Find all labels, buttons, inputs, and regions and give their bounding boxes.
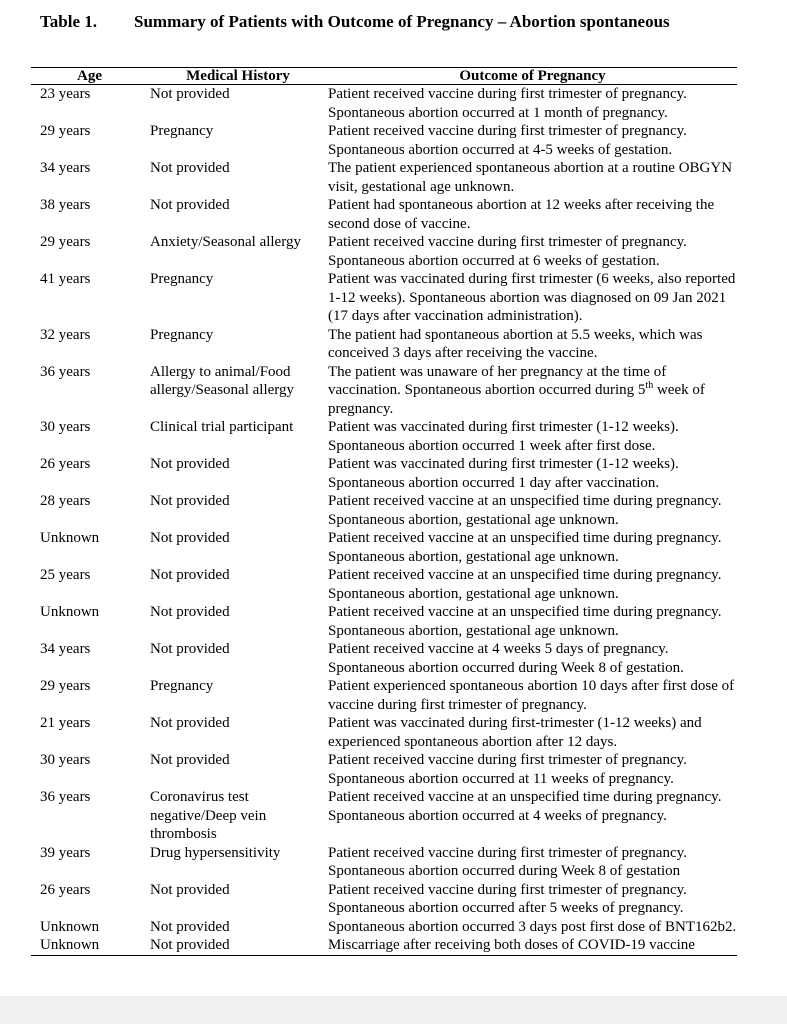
header-age: Age	[31, 68, 148, 85]
history-cell: Not provided	[150, 641, 230, 657]
outcome-cell: Patient received vaccine at an unspecified time during pregnancy. Spontaneous abortion occurred at 4 weeks of pregnancy.	[328, 789, 722, 824]
table-row	[31, 566, 737, 603]
history-cell: Pregnancy	[150, 326, 214, 343]
table-row	[31, 881, 737, 918]
age-cell: 25 years	[40, 567, 91, 583]
outcome-text-end: week of pregnancy.	[328, 382, 705, 417]
outcome-cell: Patient experienced spontaneous abortion 10 days after first dose of vaccine during first trimester of pregnancy.	[328, 678, 735, 713]
table-row	[31, 418, 737, 455]
table-row	[31, 122, 737, 159]
table-row	[31, 714, 737, 751]
outcome-cell: Patient was vaccinated during first trimester (1-12 weeks). Spontaneous abortion occurred 1 week after first dose.	[328, 419, 679, 454]
history-cell: Not provided	[150, 197, 230, 213]
history-cell: Clinical trial participant	[150, 419, 294, 435]
outcome-cell: Patient received vaccine at an unspecified time during pregnancy. Spontaneous abortion, gestational age unknown.	[328, 530, 722, 565]
table-row	[31, 844, 737, 881]
history-cell: Not provided	[150, 456, 230, 472]
outcome-cell: Patient received vaccine during first trimester of pregnancy. Spontaneous abortion occurred after 5 weeks of pregnancy.	[328, 881, 687, 916]
outcome-cell: The patient experienced spontaneous abortion at a routine OBGYN visit, gestational age unknown.	[328, 160, 733, 195]
age-cell: Unknown	[31, 936, 148, 955]
history-cell: Not provided	[150, 160, 230, 176]
outcome-cell: Patient received vaccine at 4 weeks 5 days of pregnancy. Spontaneous abortion occurred during Week 8 of gestation.	[328, 641, 684, 676]
ordinal-suffix: th	[645, 380, 654, 391]
outcome-cell	[328, 363, 737, 419]
page-footer-background	[0, 996, 787, 1024]
table-label: Table 1.	[40, 12, 98, 31]
age-cell: 39 years	[40, 844, 91, 861]
history-cell: Not provided	[150, 604, 230, 620]
history-cell: Not provided	[150, 567, 230, 583]
age-cell: 30 years	[40, 752, 91, 768]
table-row	[31, 936, 737, 955]
history-cell: Not provided	[150, 918, 230, 935]
table-row	[31, 270, 737, 326]
age-cell: 29 years	[40, 678, 91, 694]
history-cell: Allergy to animal/Food allergy/Seasonal allergy	[150, 363, 294, 398]
age-cell: Unknown	[40, 530, 100, 546]
age-cell: 41 years	[40, 271, 91, 287]
table-row	[31, 326, 737, 363]
table-row	[31, 455, 737, 492]
age-cell: 32 years	[40, 326, 91, 343]
table-row	[31, 751, 737, 788]
history-cell: Not provided	[150, 493, 230, 509]
age-cell: 26 years	[40, 456, 91, 472]
history-cell: Coronavirus test negative/Deep vein thrombosis	[150, 789, 267, 842]
age-cell: 36 years	[40, 363, 91, 380]
age-cell: 38 years	[40, 197, 91, 213]
history-cell: Anxiety/Seasonal allergy	[150, 234, 301, 250]
history-cell: Pregnancy	[150, 123, 214, 139]
outcome-cell: Patient received vaccine during first trimester of pregnancy. Spontaneous abortion occurred during Week 8 of gestation	[328, 844, 687, 879]
outcome-text: The patient was unaware of her pregnancy at the time of vaccination. Spontaneous abortion occurred during 5	[328, 363, 667, 398]
history-cell: Not provided	[150, 752, 230, 768]
outcome-cell: Patient was vaccinated during first trimester (1-12 weeks). Spontaneous abortion occurred 1 day after vaccination.	[328, 456, 679, 491]
history-cell: Not provided	[148, 936, 328, 955]
age-cell: 26 years	[40, 881, 91, 898]
history-cell: Pregnancy	[150, 678, 214, 694]
outcome-cell: Patient received vaccine at an unspecified time during pregnancy. Spontaneous abortion, gestational age unknown.	[328, 493, 722, 528]
outcome-cell: The patient had spontaneous abortion at 5.5 weeks, which was conceived 3 days after receiving the vaccine.	[328, 326, 703, 361]
history-cell: Not provided	[150, 715, 230, 731]
history-cell: Not provided	[150, 530, 230, 546]
outcome-cell: Patient received vaccine during first trimester of pregnancy. Spontaneous abortion occurred at 1 month of pregnancy.	[328, 86, 687, 121]
table-row	[31, 233, 737, 270]
table-row	[31, 85, 737, 123]
table-row	[31, 196, 737, 233]
table-row	[31, 159, 737, 196]
outcome-cell: Patient had spontaneous abortion at 12 weeks after receiving the second dose of vaccine.	[328, 197, 715, 232]
age-cell: Unknown	[40, 918, 100, 935]
outcome-cell: Patient received vaccine during first trimester of pregnancy. Spontaneous abortion occurred at 6 weeks of gestation.	[328, 234, 687, 269]
outcome-cell: Patient received vaccine at an unspecified time during pregnancy. Spontaneous abortion, gestational age unknown.	[328, 567, 722, 602]
outcome-cell: Spontaneous abortion occurred 3 days post first dose of BNT162b2.	[328, 918, 737, 935]
age-cell: 29 years	[40, 234, 91, 250]
age-cell: 34 years	[40, 160, 91, 176]
header-medical-history: Medical History	[148, 68, 328, 85]
table-title: Summary of Patients with Outcome of Pregnancy – Abortion spontaneous	[134, 12, 670, 31]
outcome-cell: Miscarriage after receiving both doses of COVID-19 vaccine	[328, 936, 737, 955]
table-row	[31, 677, 737, 714]
table-header-row	[31, 68, 737, 85]
age-cell: 21 years	[40, 715, 91, 731]
age-cell: 23 years	[40, 86, 91, 102]
table-body	[31, 85, 737, 956]
history-cell: Pregnancy	[150, 271, 214, 287]
age-cell: 34 years	[40, 641, 91, 657]
age-cell: 29 years	[40, 123, 91, 139]
header-outcome: Outcome of Pregnancy	[328, 68, 737, 85]
outcome-cell: Patient received vaccine during first trimester of pregnancy. Spontaneous abortion occurred at 11 weeks of pregnancy.	[328, 752, 687, 787]
table-row	[31, 788, 737, 844]
history-cell: Not provided	[150, 881, 230, 898]
patients-table	[31, 67, 737, 956]
table-row	[31, 640, 737, 677]
table-row	[31, 363, 737, 419]
age-cell: 36 years	[40, 789, 91, 805]
history-cell: Not provided	[150, 86, 230, 102]
outcome-cell: Patient received vaccine during first trimester of pregnancy. Spontaneous abortion occurred at 4-5 weeks of gestation.	[328, 123, 687, 158]
outcome-cell: Patient was vaccinated during first trimester (6 weeks, also reported 1-12 weeks). Spontaneous abortion was diagnosed on 09 Jan 2021 (17 days after vaccination administration).	[328, 271, 736, 324]
table-row	[31, 492, 737, 529]
age-cell: 30 years	[40, 419, 91, 435]
age-cell: Unknown	[40, 604, 100, 620]
outcome-cell: Patient received vaccine at an unspecified time during pregnancy. Spontaneous abortion, gestational age unknown.	[328, 604, 722, 639]
history-cell: Drug hypersensitivity	[150, 844, 281, 861]
outcome-cell: Patient was vaccinated during first-trimester (1-12 weeks) and experienced spontaneous abortion after 12 days.	[328, 715, 702, 750]
age-cell: 28 years	[40, 493, 91, 509]
table-row	[31, 918, 737, 937]
table-row	[31, 603, 737, 640]
table-row	[31, 529, 737, 566]
